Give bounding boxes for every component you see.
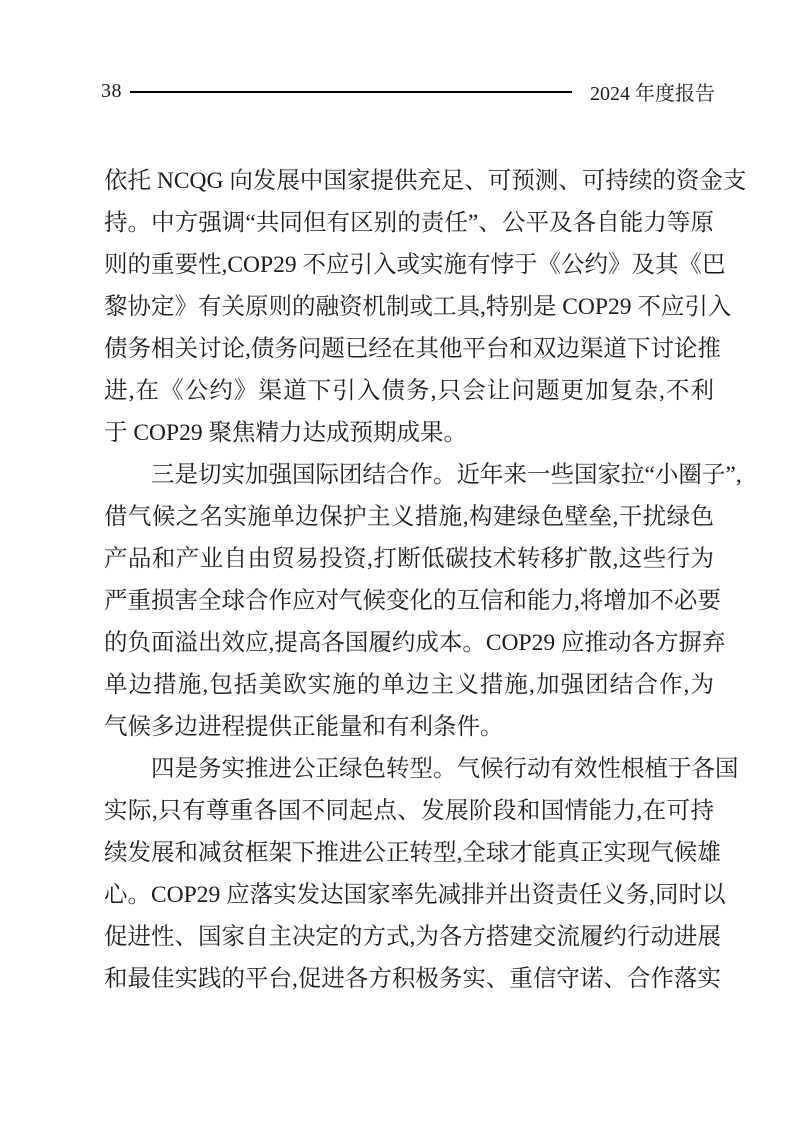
text-line: 气候多边进程提供正能量和有利条件。 [104, 714, 504, 740]
text-line: 的负面溢出效应,提高各国履约成本。COP29 应推动各方摒弃 [104, 630, 726, 656]
text-line: 实际,只有尊重各国不同起点、发展阶段和国情能力,在可持 [104, 798, 714, 824]
text-line: 进,在《公约》渠道下引入债务,只会让问题更加复杂,不利 [104, 378, 714, 404]
text-line: 心。COP29 应落实发达国家率先减排并出资责任义务,同时以 [104, 882, 726, 908]
text-line: 三是切实加强国际团结合作。近年来一些国家拉“小圈子”, [151, 462, 742, 488]
text-line: 促进性、国家自主决定的方式,为各方搭建交流履约行动进展 [104, 924, 721, 950]
text-line: 借气候之名实施单边保护主义措施,构建绿色壁垒,干扰绿色 [104, 504, 714, 530]
text-line: 债务相关讨论,债务问题已经在其他平台和双边渠道下讨论推 [104, 336, 721, 362]
text-line: 依托 NCQG 向发展中国家提供充足、可预测、可持续的资金支 [104, 168, 747, 194]
header-rule [130, 91, 572, 94]
text-line: 严重损害全球合作应对气候变化的互信和能力,将增加不必要 [104, 588, 721, 614]
text-line: 黎协定》有关原则的融资机制或工具,特别是 COP29 不应引入 [104, 294, 732, 320]
text-line: 单边措施,包括美欧实施的单边主义措施,加强团结合作,为 [104, 672, 714, 698]
text-line: 产品和产业自由贸易投资,打断低碳技术转移扩散,这些行为 [104, 546, 714, 572]
text-line: 续发展和减贫框架下推进公正转型,全球才能真正实现气候雄 [104, 840, 721, 866]
page-number: 38 [101, 79, 122, 102]
text-line: 和最佳实践的平台,促进各方积极务实、重信守诺、合作落实 [104, 966, 721, 992]
header-title: 2024 年度报告 [590, 82, 715, 105]
text-line: 持。中方强调“共同但有区别的责任”、公平及各自能力等原 [104, 210, 714, 236]
text-line: 于 COP29 聚焦精力达成预期成果。 [104, 420, 467, 446]
page-header [101, 76, 715, 106]
text-line: 四是务实推进公正绿色转型。气候行动有效性根植于各国 [151, 756, 739, 782]
text-line: 则的重要性,COP29 不应引入或实施有悖于《公约》及其《巴 [104, 252, 726, 278]
body-text [104, 160, 747, 1000]
